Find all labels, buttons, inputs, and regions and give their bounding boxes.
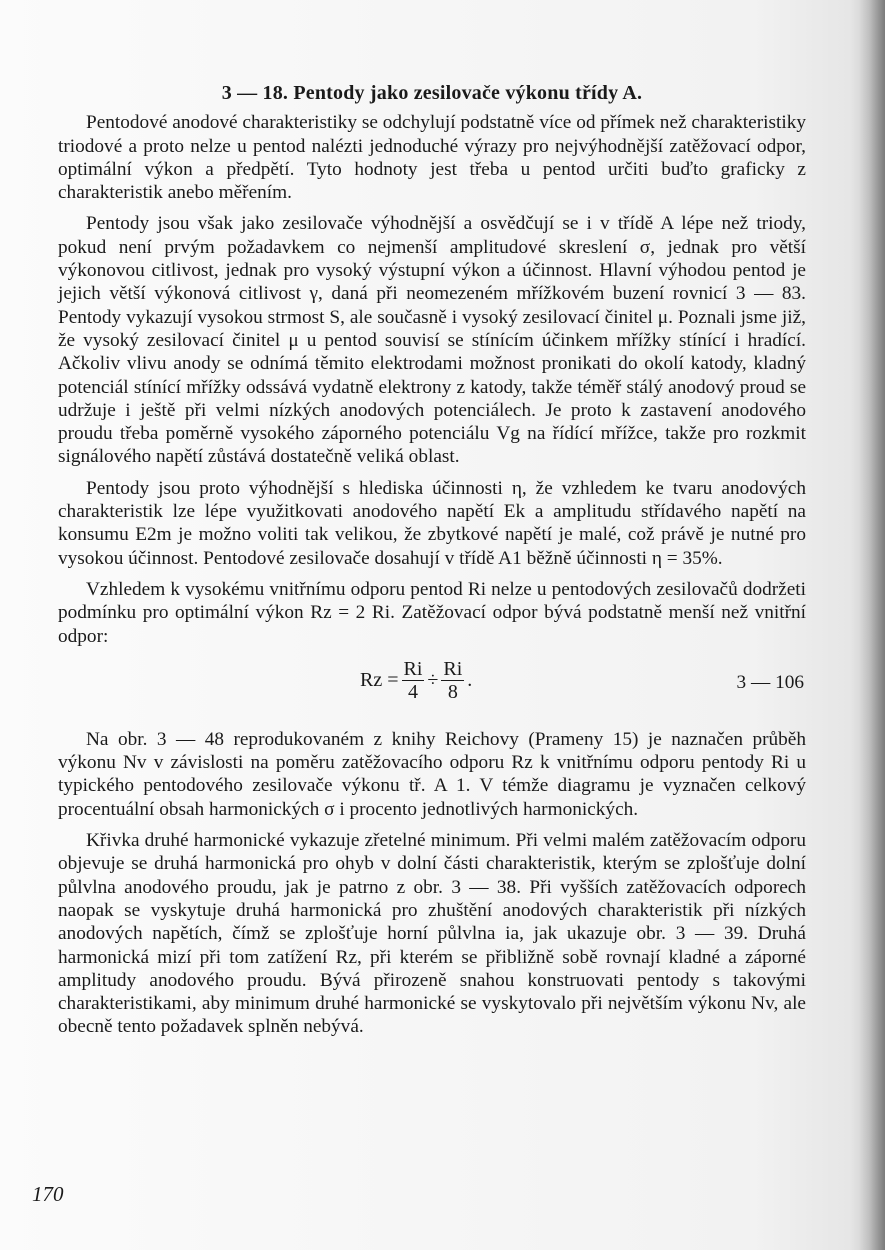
equation-3-106 bbox=[360, 658, 472, 703]
equation-lhs: Rz = bbox=[360, 668, 399, 691]
paragraph-6: Křivka druhé harmonické vykazuje zřetelné minimum. Při velmi malém zatěžovacím odporu objevuje se druhá harmonická pro ohyb v dolní části charakteristik, kterým se zplošťuje dolní půlvlna anodového proudu, jak je patrno z obr. 3 — 38. Při vyšších zatěžovacích odporech naopak se vyskytuje druhá harmonická pro zhuštění anodových charakteristik při nízkých anodových napětích, čímž se zplošťuje horní půlvlna ia, jak ukazuje obr. 3 — 39. Druhá harmonická mizí při tom zatížení Rz, při kterém se přibližně sobě rovnají kladné a záporné amplitudy anodového proudu. Bývá přirozeně snahou konstruovati pentody s takovými charakteristikami, aby minimum druhé harmonické se vyskytovalo při největším výkonu Nv, ale obecně tento požadavek splněn nebývá. bbox=[58, 830, 806, 1038]
paragraph-2: Pentody jsou však jako zesilovače výhodnější a osvědčují se i v třídě A lépe než triody, pokud není prvým požadavkem co nejmenší amplitudové skreslení σ, jednak pro větší výkonovou citlivost, jednak pro vysoký výstupní výkon a účinnost. Hlavní výhodou pentod je jejich větší výkonová citlivost γ, daná při neomezeném mřížkovém buzení rovnicí 3 — 83. Pentody vykazují vysokou strmost S, ale současně i vysoký zesilovací činitel μ. Poznali jsme již, že vysoký zesilovací činitel μ u pentod souvisí se stínícím účinkem mřížky stínící i hradící. Ačkoliv vlivu anody se odnímá těmito elektrodami možnost pronikati do okolí katody, kladný potenciál stínící mřížky odssává vydatně elektrony z katody, takže téměř stálý anodový proud se udržuje i ještě při velmi nízkých anodových potenciálech. Je proto k zastavení anodového proudu třeba poměrně vysokého záporného potenciálu Vg na řídící mřížce, takže pro rozkmit signálového napětí zůstává dostatečně veliká oblast. bbox=[58, 213, 806, 468]
paragraph-4: Vzhledem k vysokému vnitřnímu odporu pentod Ri nelze u pentodových zesilovačů dodržeti podmínku pro optimální výkon Rz = 2 Ri. Zatěžovací odpor bývá podstatně menší než vnitřní odpor: bbox=[58, 578, 806, 647]
fraction-denominator: 4 bbox=[407, 680, 418, 703]
paragraph-1: Pentodové anodové charakteristiky se odchylují podstatně více od přímek než charakteristiky triodové a proto nelze u pentod nalézti jednoduché výrazy pro nejvýhodnější zatěžovací odpor, optimální výkon a předpětí. Tyto hodnoty jest třeba u pentod určiti buďto graficky z charakteristik anebo měřením. bbox=[58, 112, 806, 204]
fraction-ri-4 bbox=[402, 658, 425, 703]
fraction-numerator: Ri bbox=[443, 657, 463, 680]
page-number: 170 bbox=[32, 1182, 64, 1206]
fraction-denominator: 8 bbox=[447, 680, 458, 703]
equation-number: 3 — 106 bbox=[736, 671, 804, 693]
fraction-numerator: Ri bbox=[403, 657, 423, 680]
equation-row bbox=[58, 654, 806, 714]
paragraph-5: Na obr. 3 — 48 reprodukovaném z knihy Reichovy (Prameny 15) je naznačen průběh výkonu Nv v závislosti na poměru zatěžovacího odporu Rz k vnitřnímu odporu pentody Ri u typického pentodového zesilovače výkonu tř. A 1. V témže diagramu je vyznačen celkový procentuální obsah harmonických σ i procento jednotlivých harmonických. bbox=[58, 728, 806, 820]
paragraph-3: Pentody jsou proto výhodnější s hlediska účinnosti η, že vzhledem ke tvaru anodových charakteristik lze lépe využitkovati anodového napětí Ek a amplitudu střídavého napětí na konsumu E2m je možno voliti tak velikou, že zbytkové napětí je malé, což právě je nutné pro vysokou účinnost. Pentodové zesilovače dosahují v třídě A1 běžně účinnosti η = 35%. bbox=[58, 477, 806, 569]
page-edge-shadow bbox=[859, 0, 885, 1250]
fraction-ri-8 bbox=[441, 658, 464, 703]
equation-operator: ÷ bbox=[427, 668, 439, 691]
section-heading: 3 — 18. Pentody jako zesilovače výkonu třídy A. bbox=[221, 82, 643, 104]
equation-trailing-period: . bbox=[467, 668, 473, 691]
page-content bbox=[58, 82, 806, 1047]
